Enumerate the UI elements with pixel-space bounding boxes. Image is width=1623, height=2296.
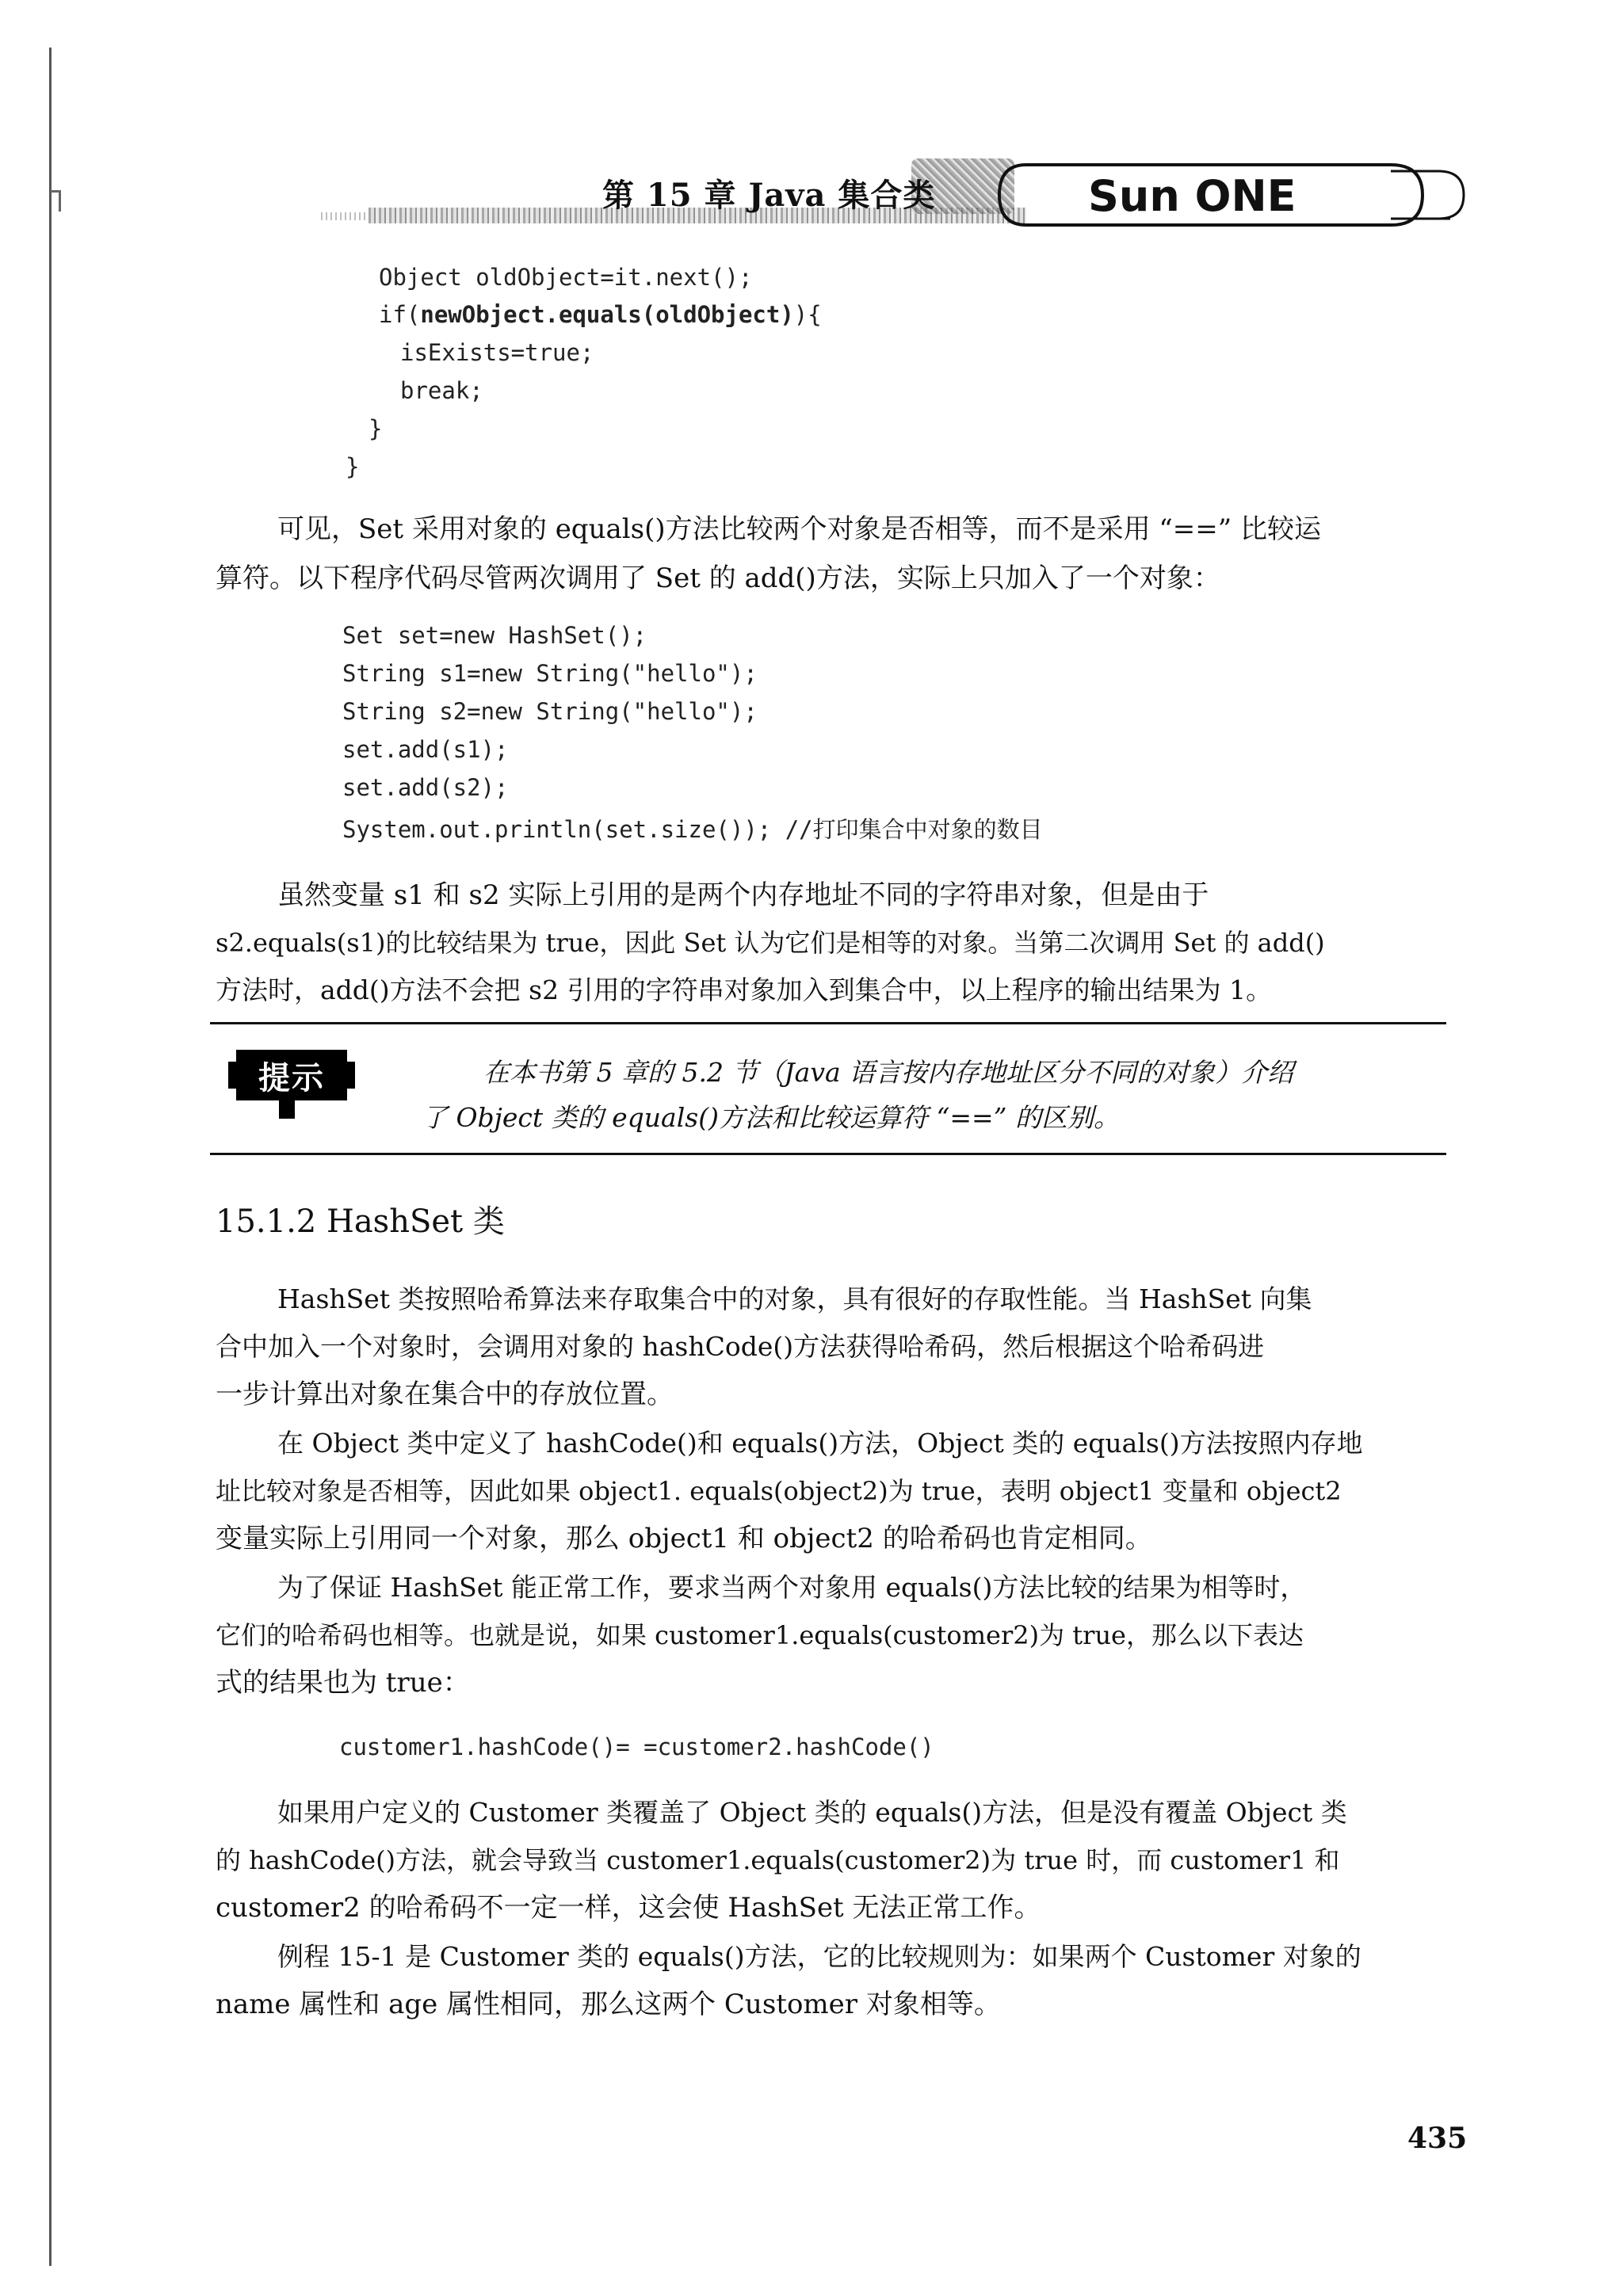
binding-mark [51,190,61,212]
body-text-line: 变量实际上引用同一个对象，那么 object1 和 object2 的哈希码也肯定相同。 [216,1523,1152,1554]
body-text-line: 在 Object 类中定义了 hashCode()和 equals()方法，Object 类的 equals()方法按照内存地 [277,1428,1363,1459]
body-text-line: 址比较对象是否相等，因此如果 object1. equals(object2)为 true，表明 object1 变量和 object2 [216,1476,1342,1506]
body-text-line: 可见，Set 采用对象的 equals()方法比较两个对象是否相等，而不是采用 “==” 比较运 [277,513,1321,545]
logo-text: Sun ONE [1088,171,1296,221]
tip-bottom-rule [210,1153,1446,1155]
tip-icon-stem [279,1100,295,1119]
body-text-line: 式的结果也为 true： [216,1667,470,1699]
code-line: customer1.hashCode()= =customer2.hashCode() [339,1733,934,1760]
code-line: set.add(s1); [342,736,509,763]
code-line: } [346,453,360,480]
code-line: isExists=true; [400,339,594,366]
body-text-line: 算符。以下程序代码尽管两次调用了 Set 的 add()方法，实际上只加入了一个对象： [216,563,1220,594]
running-header-title: 第 15 章 Java 集合类 [602,177,936,214]
body-text-line: 为了保证 HashSet 能正常工作，要求当两个对象用 equals()方法比较的结果为相等时， [277,1572,1307,1603]
tip-icon-label: 提示 [258,1060,325,1097]
page-number: 435 [1407,2122,1468,2155]
tip-top-rule [210,1022,1446,1024]
body-text-line: 它们的哈希码也相等。也就是说，如果 customer1.equals(customer2)为 true，那么以下表达 [216,1620,1304,1650]
body-text-line: 的 hashCode()方法，就会导致当 customer1.equals(customer2)为 true 时，而 customer1 和 [216,1845,1340,1875]
body-text-line: HashSet 类按照哈希算法来存取集合中的对象，具有很好的存取性能。当 HashSet 向集 [277,1283,1312,1314]
body-text-line: 合中加入一个对象时，会调用对象的 hashCode()方法获得哈希码，然后根据这个哈希码进 [216,1331,1265,1362]
code-line: set.add(s2); [342,774,509,801]
section-heading: 15.1.2 HashSet 类 [216,1203,505,1240]
code-line: Set set=new HashSet(); [342,622,647,649]
page-binding-line [49,48,52,2266]
body-text-line: 虽然变量 s1 和 s2 实际上引用的是两个内存地址不同的字符串对象，但是由于 [277,879,1209,911]
sun-one-logo [995,155,1478,235]
tip-text-line: 了 Object 类的 equals()方法和比较运算符 “==” 的区别。 [422,1102,1120,1133]
body-text-line: 方法时，add()方法不会把 s2 引用的字符串对象加入到集合中，以上程序的输出结果为 1。 [216,974,1273,1005]
tip-icon [236,1050,347,1100]
code-line: } [369,415,383,442]
code-line: String s2=new String("hello"); [342,698,758,725]
code-line: System.out.println(set.size()); //打印集合中对象的数目 [342,816,1043,843]
body-text-line: 一步计算出对象在集合中的存放位置。 [216,1379,674,1410]
code-line: Object oldObject=it.next(); [379,264,753,291]
body-text-line: 如果用户定义的 Customer 类覆盖了 Object 类的 equals()方法，但是没有覆盖 Object 类 [277,1797,1347,1828]
body-text-line: 例程 15-1 是 Customer 类的 equals()方法，它的比较规则为：如果两个 Customer 对象的 [277,1941,1361,1972]
body-text-line: s2.equals(s1)的比较结果为 true，因此 Set 认为它们是相等的对象。当第二次调用 Set 的 add() [216,928,1325,958]
body-text-line: name 属性和 age 属性相同，那么这两个 Customer 对象相等。 [216,1989,1001,2020]
code-line: break; [400,377,483,404]
code-line: if(newObject.equals(oldObject)){ [379,301,822,328]
code-line: String s1=new String("hello"); [342,660,758,687]
body-text-line: customer2 的哈希码不一定一样，这会使 HashSet 无法正常工作。 [216,1892,1041,1924]
tip-text-line: 在本书第 5 章的 5.2 节（Java 语言按内存地址区分不同的对象）介绍 [483,1057,1294,1088]
